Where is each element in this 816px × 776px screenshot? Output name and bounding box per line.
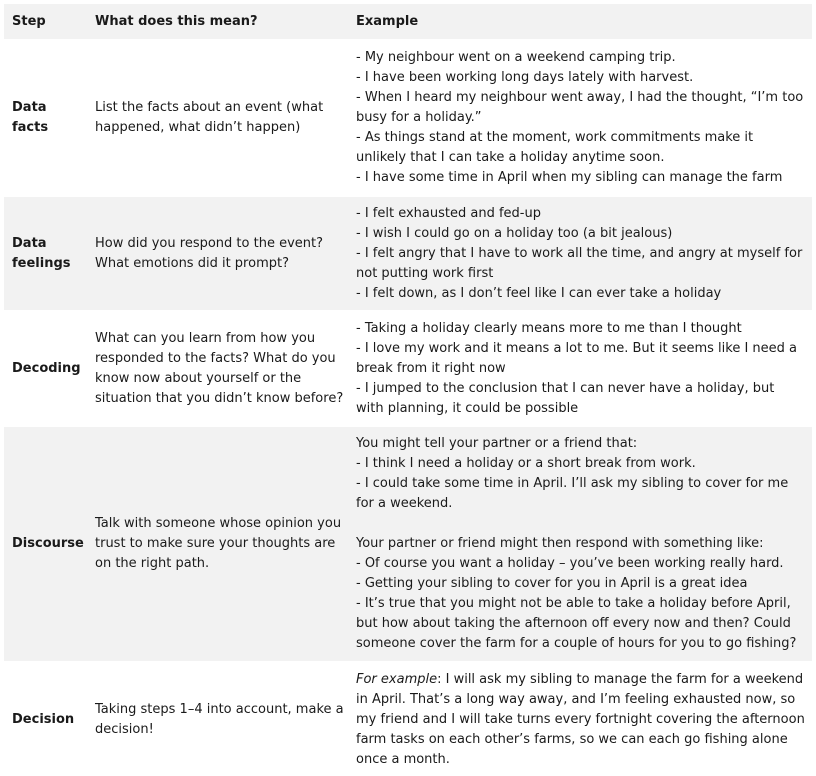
table-row (4, 425, 812, 661)
table-header-row (4, 4, 812, 39)
example-line: - I wish I could go on a holiday too (a bit jealous) (356, 225, 673, 241)
meaning-cell: Taking steps 1–4 into account, make a decision! (95, 701, 344, 737)
example-line: - I think I need a holiday or a short break from work. (356, 456, 696, 471)
steps-table (4, 4, 812, 776)
example-cell (348, 197, 812, 310)
meaning-cell: List the facts about an event (what happened, what didn’t happen) (95, 100, 324, 135)
example-line: - Taking a holiday clearly means more to me than I thought (356, 320, 742, 336)
example-cell (348, 312, 812, 425)
example-line: - I could take some time in April. I’ll ask my sibling to cover for me for a weekend. (356, 476, 789, 511)
example-line: - My neighbour went on a weekend camping trip. (356, 50, 676, 65)
step-cell: Decision (12, 711, 75, 727)
example-text: : I will ask my sibling to manage the farm for a weekend in April. That’s a long way away, and I’m feeling exhausted now, so my friend and I will take turns every fortnight covering the afternoon farm tasks on each other’s farms, so we can each go fishing alone once a month. (356, 671, 805, 767)
example-paragraph (356, 670, 806, 770)
example-lead: For example (356, 671, 438, 687)
example-line: - As things stand at the moment, work commitments make it unlikely that I can take a holiday anytime soon. (356, 130, 754, 165)
example-line: - Getting your sibling to cover for you in April is a great idea (356, 576, 748, 591)
meaning-cell: How did you respond to the event? What emotions did it prompt? (95, 235, 323, 271)
paragraph-gap (356, 514, 806, 534)
table-row (4, 310, 812, 425)
example-line: - I felt down, as I don’t feel like I can ever take a holiday (356, 285, 722, 301)
meaning-cell: Talk with someone whose opinion you trust to make sure your thoughts are on the right path. (95, 516, 342, 571)
example-line: - I have been working long days lately with harvest. (356, 70, 694, 85)
table-row (4, 661, 812, 776)
header-step: Step (12, 13, 46, 29)
example-line: You might tell your partner or a friend that: (356, 436, 638, 451)
example-line: - I felt exhausted and fed-up (356, 205, 541, 221)
example-line: Your partner or friend might then respond with something like: (356, 536, 764, 551)
example-cell (348, 663, 812, 776)
table-row (4, 195, 812, 310)
example-cell (348, 41, 812, 195)
header-example-label: Example (356, 13, 419, 29)
step-cell: Decoding (12, 360, 81, 376)
table-row (4, 39, 812, 195)
step-cell: Data feelings (12, 235, 71, 271)
example-line: - It’s true that you might not be able to take a holiday before April, but how about taking the afternoon off every now and then? Could someone cover the farm for a couple of hours for you to go fishing? (356, 596, 797, 651)
step-cell: Data facts (12, 100, 49, 135)
example-line: - I jumped to the conclusion that I can never have a holiday, but with planning, it could be possible (356, 380, 775, 416)
step-cell: Discourse (12, 536, 84, 551)
example-line: - Of course you want a holiday – you’ve been working really hard. (356, 556, 784, 571)
example-line: - I love my work and it means a lot to me. But it seems like I need a break from it right now (356, 340, 798, 376)
example-line: - I felt angry that I have to work all the time, and angry at myself for not putting work first (356, 245, 803, 281)
header-meaning: What does this mean? (95, 13, 258, 29)
header-example (348, 4, 812, 39)
example-line: - I have some time in April when my sibling can manage the farm (356, 170, 783, 185)
example-cell (348, 427, 812, 661)
example-line: - When I heard my neighbour went away, I had the thought, “I’m too busy for a holiday.” (356, 90, 804, 125)
meaning-cell: What can you learn from how you responded to the facts? What do you know now about yourself or the situation that you didn’t know before? (95, 330, 344, 406)
